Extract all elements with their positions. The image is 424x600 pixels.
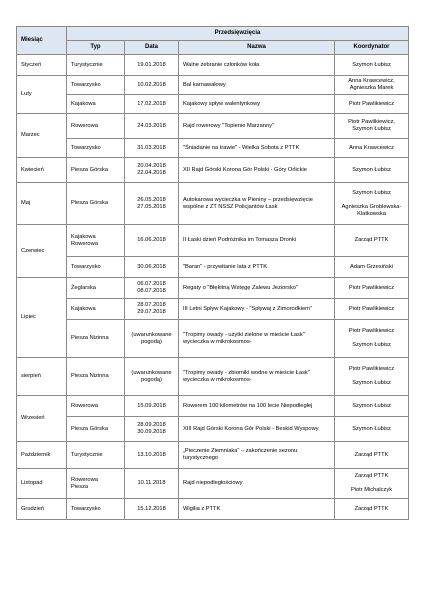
date-cell-line: 30.09.2018 <box>137 429 166 435</box>
coordinator-cell-line <box>337 373 406 380</box>
coordinator-cell-line: Piotr Pawlikiewicz, <box>348 119 395 125</box>
coordinator-cell-line: Agnieszka Groblewska- <box>341 203 402 210</box>
type-cell <box>67 225 125 257</box>
type-cell-line: Towarzysko <box>71 81 101 88</box>
type-cell-line: Rowerowa <box>71 240 98 247</box>
coordinator-cell <box>335 358 409 396</box>
table-row <box>17 396 409 417</box>
event-name-cell-line: Kajakowy spływ walentynkowy <box>183 100 261 107</box>
coordinator-cell <box>335 299 409 320</box>
coordinator-cell-line <box>337 197 406 204</box>
coordinator-cell-line: Szymon Łubisz <box>352 425 391 432</box>
table-row <box>17 499 409 520</box>
event-name-cell-line: „Pieczenie Ziemniaka" – zakończenie sezonu <box>183 448 298 454</box>
date-cell-line: 27.05.2018 <box>137 203 166 210</box>
table-row <box>17 158 409 183</box>
coordinator-cell <box>335 396 409 417</box>
type-cell-line: Piesza Nizinna <box>71 335 109 341</box>
event-name-cell <box>179 158 335 183</box>
coordinator-cell-line <box>337 480 406 487</box>
date-cell <box>125 183 179 225</box>
type-cell-line: Piesza <box>71 483 89 490</box>
date-cell <box>125 76 179 95</box>
date-cell-line: 22.04.2018 <box>137 170 166 176</box>
date-cell-line: 24.03.2018 <box>137 122 166 129</box>
event-name-cell-line: "Baran" - przywitanie lata z PTTK <box>183 263 268 270</box>
month-cell: Czerwiec <box>17 225 67 278</box>
coordinator-cell-line: Piotr Pawlikiewicz <box>348 328 395 334</box>
type-cell <box>67 396 125 417</box>
type-cell-line: Piesza Górska <box>71 425 108 432</box>
coordinator-cell <box>335 442 409 469</box>
header-name: Nazwa <box>179 41 335 55</box>
table-row <box>17 299 409 320</box>
date-cell <box>125 55 179 76</box>
coordinator-cell <box>335 114 409 139</box>
month-cell: Luty <box>17 76 67 114</box>
type-cell <box>67 76 125 95</box>
coordinator-cell-line: Piotr Pawlikiewicz <box>348 366 395 372</box>
date-cell <box>125 95 179 114</box>
date-cell-line: (uwarunkowane <box>131 331 172 338</box>
coordinator-cell <box>335 499 409 520</box>
date-cell-line: pogodą) <box>141 376 162 383</box>
coordinator-cell-line: Anna Krawcewicz <box>349 144 394 151</box>
month-cell: Listopad <box>17 469 67 499</box>
month-cell: Lipiec <box>17 278 67 358</box>
coordinator-cell-line: Agnieszka Marek <box>349 85 394 91</box>
header-type: Typ <box>67 41 125 55</box>
date-cell-line: 13.10.2018 <box>137 451 166 458</box>
month-cell: Marzec <box>17 114 67 158</box>
date-cell <box>125 320 179 358</box>
type-cell-line: Kajakowa <box>71 233 96 240</box>
event-name-cell-line: Wigilia z PTTK <box>183 505 221 512</box>
coordinator-cell-line: Piotr Pawlikiewicz <box>348 284 395 291</box>
type-cell-line: Rowerowa <box>71 402 98 409</box>
table-row <box>17 278 409 299</box>
table-row <box>17 225 409 257</box>
type-cell <box>67 358 125 396</box>
event-name-cell-line: Rajd rowerowy "Topienie Marzanny" <box>183 122 274 129</box>
coordinator-cell-line: Klatkowska <box>357 210 386 217</box>
coordinator-cell <box>335 257 409 278</box>
table-row <box>17 114 409 139</box>
event-name-cell-line: Bal karnawałowy <box>183 81 226 88</box>
coordinator-cell-line <box>337 335 406 342</box>
type-cell <box>67 158 125 183</box>
type-cell-line: Turystycznie <box>71 61 103 68</box>
date-cell <box>125 225 179 257</box>
date-cell-line: 26.05.2018 <box>137 196 166 203</box>
table-row <box>17 320 409 358</box>
header-date: Data <box>125 41 179 55</box>
month-cell: Wrzesień <box>17 396 67 442</box>
coordinator-cell-line: Adam Grzesiński <box>350 263 393 270</box>
type-cell <box>67 257 125 278</box>
table-row <box>17 76 409 95</box>
month-cell: Kwiecień <box>17 158 67 183</box>
month-cell: Styczeń <box>17 55 67 76</box>
date-cell <box>125 114 179 139</box>
table-row <box>17 55 409 76</box>
event-name-cell <box>179 299 335 320</box>
type-cell <box>67 114 125 139</box>
date-cell-line: 10.11.2018 <box>137 480 166 486</box>
month-cell: sierpień <box>17 358 67 396</box>
type-cell <box>67 95 125 114</box>
event-name-cell-line: wycieczka w mikrokosmos- <box>183 376 252 383</box>
table-row <box>17 417 409 442</box>
event-name-cell <box>179 257 335 278</box>
date-cell <box>125 299 179 320</box>
event-name-cell <box>179 278 335 299</box>
event-name-cell-line: "Tropimy owady - użytki zielone w mieście Łask" <box>183 331 305 338</box>
date-cell-line: 20.04.2018 <box>137 163 166 169</box>
schedule-table <box>16 26 409 520</box>
date-cell-line: 28.07.2018 <box>137 302 166 308</box>
table-row <box>17 257 409 278</box>
date-cell <box>125 396 179 417</box>
event-name-cell-line: "Tropimy owady - zbiorniki wodne w mieście Łask" <box>183 369 310 376</box>
type-cell <box>67 417 125 442</box>
table-row <box>17 442 409 469</box>
coordinator-cell <box>335 469 409 499</box>
coordinator-cell <box>335 320 409 358</box>
date-cell <box>125 442 179 469</box>
date-cell <box>125 278 179 299</box>
header-group: Przedsięwzięcia <box>67 27 409 41</box>
event-name-cell-line: "Śniadanie na trawie" - Wielka Sobota z PTTK <box>183 144 300 151</box>
event-name-cell <box>179 95 335 114</box>
event-name-cell <box>179 320 335 358</box>
coordinator-cell-line: Szymon Łubisz <box>352 189 391 196</box>
event-name-cell-line: III Letni Spływ Kajakowy - "Spływaj z Zimorodkiem" <box>183 305 312 312</box>
date-cell-line: 29.07.2018 <box>137 309 166 315</box>
coordinator-cell-line: Szymon Łubisz <box>352 380 391 386</box>
month-cell: Maj <box>17 183 67 225</box>
table-row <box>17 358 409 396</box>
date-cell-line: 16.06.2018 <box>137 237 166 243</box>
date-cell <box>125 469 179 499</box>
table-row <box>17 469 409 499</box>
table-row <box>17 183 409 225</box>
date-cell-line: 28.09.2018 <box>137 422 166 428</box>
coordinator-cell <box>335 417 409 442</box>
date-cell <box>125 499 179 520</box>
coordinator-cell <box>335 225 409 257</box>
coordinator-cell <box>335 139 409 158</box>
event-name-cell-line: turystycznego <box>183 455 219 461</box>
type-cell-line: Rowerowa <box>71 476 98 483</box>
event-name-cell <box>179 358 335 396</box>
type-cell <box>67 469 125 499</box>
type-cell <box>67 299 125 320</box>
coordinator-cell-line: Szymon Łubisz <box>352 402 391 409</box>
event-name-cell-line: Rajd niepodległościowy <box>183 480 243 486</box>
event-name-cell <box>179 469 335 499</box>
date-cell-line: 19.01.2018 <box>137 61 166 68</box>
coordinator-cell <box>335 278 409 299</box>
type-cell <box>67 183 125 225</box>
type-cell-line: Piesza Górska <box>71 200 108 206</box>
event-name-cell-line: XIII Rajd Górski Korona Gór Polski - Beskid Wyspowy <box>183 425 319 432</box>
type-cell <box>67 499 125 520</box>
date-cell-line: 31.03.2018 <box>137 144 166 151</box>
table-body <box>17 55 409 520</box>
event-name-cell <box>179 225 335 257</box>
coordinator-cell <box>335 76 409 95</box>
event-name-cell <box>179 396 335 417</box>
type-cell-line: Żeglarska <box>71 284 96 291</box>
type-cell-line: Rowerowa <box>71 122 98 129</box>
date-cell-line: 17.02.2018 <box>137 100 166 107</box>
coordinator-cell-line: Piotr Michalczyk <box>350 487 393 493</box>
coordinator-cell-line: Szymon Łubisz <box>352 342 391 348</box>
event-name-cell-line: Rowerem 100 kilometrów na 100 lecie Niepodległej <box>183 402 313 409</box>
table-row <box>17 95 409 114</box>
type-cell-line: Towarzysko <box>71 505 101 512</box>
header-month: Miesiąc <box>17 27 67 55</box>
coordinator-cell-line: Piotr Pawlikiewicz <box>348 100 395 107</box>
event-name-cell <box>179 114 335 139</box>
type-cell <box>67 139 125 158</box>
coordinator-cell <box>335 55 409 76</box>
type-cell-line: Kajakowa <box>71 305 96 312</box>
date-cell-line: (uwarunkowane <box>131 369 172 376</box>
date-cell-line: 08.07.2018 <box>137 288 166 294</box>
coordinator-cell-line: Zarząd PTTK <box>354 473 389 479</box>
date-cell-line: 15.12.2018 <box>137 505 166 512</box>
coordinator-cell-line: Piotr Pawlikiewicz <box>348 305 395 312</box>
type-cell-line: Piesza Nizinna <box>71 373 109 379</box>
coordinator-cell-line: Zarząd PTTK <box>354 505 389 512</box>
date-cell <box>125 417 179 442</box>
date-cell-line: pogodą) <box>141 338 162 345</box>
event-name-cell <box>179 139 335 158</box>
date-cell-line: 06.07.2018 <box>137 281 166 287</box>
event-name-cell <box>179 183 335 225</box>
coordinator-cell-line: Zarząd PTTK <box>354 237 389 243</box>
coordinator-cell <box>335 95 409 114</box>
type-cell-line: Turystycznie <box>71 451 103 458</box>
event-name-cell <box>179 499 335 520</box>
date-cell-line: 15.09.2018 <box>137 402 166 409</box>
date-cell-line: 10.02.2018 <box>137 81 166 88</box>
event-name-cell <box>179 76 335 95</box>
coordinator-cell-line: Szymon Łubisz <box>352 126 391 132</box>
event-name-cell-line: wycieczka w mikrokosmos- <box>183 338 252 345</box>
type-cell <box>67 320 125 358</box>
coordinator-cell-line: Zarząd PTTK <box>354 451 389 458</box>
event-name-cell-line: XII Rajd Górski Korona Gór Polski - Góry Orlickie <box>183 166 307 173</box>
event-name-cell-line: Walne zebranie członków koła <box>183 61 260 68</box>
event-name-cell <box>179 417 335 442</box>
date-cell <box>125 158 179 183</box>
coordinator-cell-line: Szymon Łubisz <box>352 166 391 173</box>
type-cell-line: Towarzysko <box>71 263 101 270</box>
date-cell <box>125 358 179 396</box>
month-cell: Grudzień <box>17 499 67 520</box>
event-name-cell <box>179 55 335 76</box>
event-name-cell-line: Regaty o "Błękitną Wstęgę Zalewu Jeziorsko" <box>183 284 298 291</box>
table-header <box>17 27 409 55</box>
event-name-cell-line: II Łaski dzień Podróżnika im Tomasza Dronki <box>183 237 297 243</box>
month-cell: Październik <box>17 442 67 469</box>
date-cell <box>125 139 179 158</box>
table-row <box>17 139 409 158</box>
type-cell-line: Kajakowa <box>71 100 96 107</box>
type-cell-line: Piesza Górska <box>71 166 108 173</box>
coordinator-cell <box>335 158 409 183</box>
type-cell-line: Towarzysko <box>71 144 101 151</box>
type-cell <box>67 55 125 76</box>
coordinator-cell-line: Anna Krawcewicz, <box>348 78 395 84</box>
event-name-cell <box>179 442 335 469</box>
date-cell-line: 30.06.2018 <box>137 263 166 270</box>
event-name-cell-line: wspólne z ZT NSSZ Policjantów Łask <box>183 203 278 210</box>
type-cell <box>67 278 125 299</box>
date-cell <box>125 257 179 278</box>
coordinator-cell <box>335 183 409 225</box>
event-name-cell-line: Autokarowa wycieczka w Pieniny – przedsięwzięcie <box>183 196 313 203</box>
type-cell <box>67 442 125 469</box>
header-coordinator: Koordynator <box>335 41 409 55</box>
coordinator-cell-line: Szymon Łubisz <box>352 61 391 68</box>
